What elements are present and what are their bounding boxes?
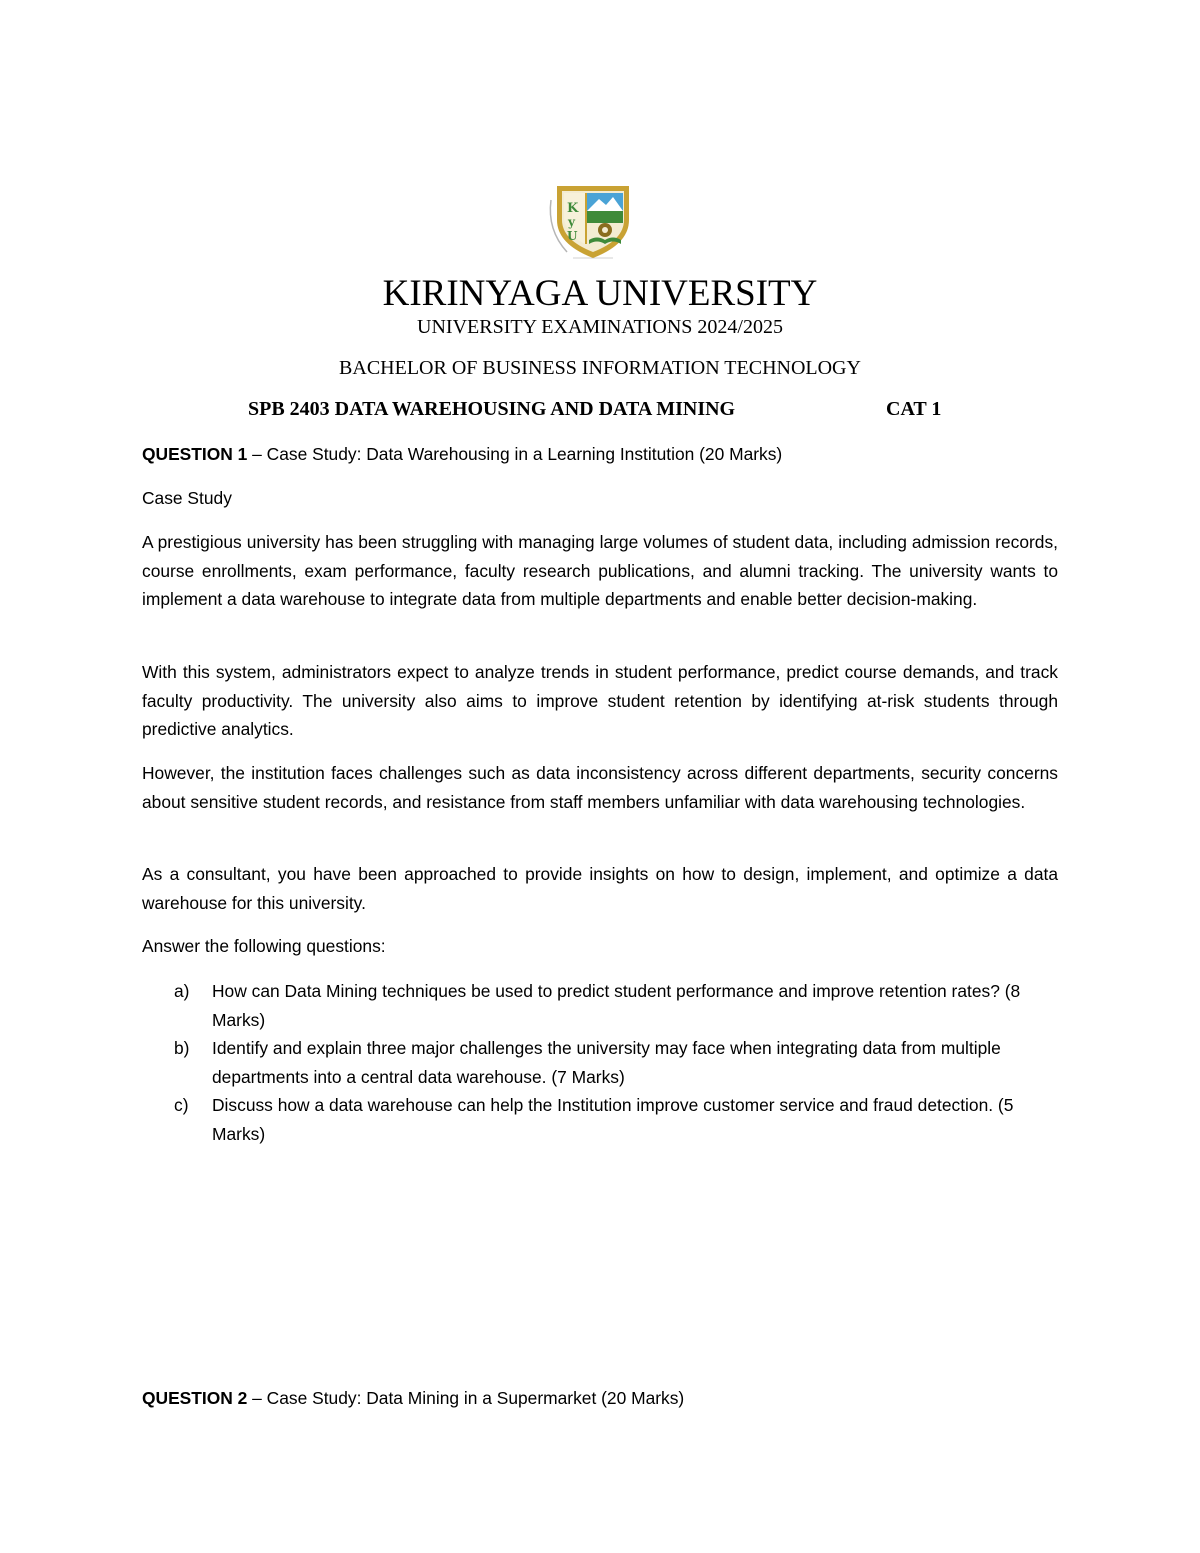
svg-text:K: K <box>567 201 579 216</box>
case-study-paragraph-4: As a consultant, you have been approached to provide insights on how to design, implement, and optimize a data warehouse for this university. <box>142 864 1058 913</box>
question-1-heading <box>142 440 1058 469</box>
list-marker: c) <box>174 1095 189 1115</box>
list-marker: a) <box>174 981 190 1001</box>
list-item <box>174 1091 1064 1148</box>
svg-text:U: U <box>567 229 578 243</box>
exam-title: UNIVERSITY EXAMINATIONS 2024/2025 <box>417 316 783 338</box>
subquestion-b-text: Identify and explain three major challenges the university may face when integrating data from multiple departments into a central data warehouse. (7 Marks) <box>212 1038 1001 1087</box>
question-2-label: QUESTION 2 <box>142 1388 248 1408</box>
list-item <box>174 1034 1064 1091</box>
university-name: KIRINYAGA UNIVERSITY <box>382 273 818 314</box>
subquestion-a-text: How can Data Mining techniques be used to predict student performance and improve retention rates? (8 Marks) <box>212 981 1021 1030</box>
university-crest-logo <box>543 180 643 262</box>
question-2-title: – Case Study: Data Mining in a Supermarket (20 Marks) <box>247 1388 685 1408</box>
question-2-heading <box>142 1384 1058 1413</box>
question-1-title: – Case Study: Data Warehousing in a Learning Institution (20 Marks) <box>247 444 783 464</box>
question-1-subquestions <box>174 977 1064 1148</box>
case-study-paragraph-3: However, the institution faces challenges such as data inconsistency across different departments, security concerns about sensitive student records, and resistance from staff members unfamiliar with data warehousing technologies. <box>142 763 1058 812</box>
subquestion-c-text: Discuss how a data warehouse can help the Institution improve customer service and fraud detection. (5 Marks) <box>212 1095 1014 1144</box>
list-marker: b) <box>174 1038 190 1058</box>
case-study-label: Case Study <box>142 488 232 508</box>
case-study-paragraph-2: With this system, administrators expect to analyze trends in student performance, predict course demands, and track faculty productivity. The university also aims to improve student retention by identifying at-risk students through predictive analytics. <box>142 662 1058 739</box>
question-1-label: QUESTION 1 <box>142 444 248 464</box>
case-study-paragraph-1: A prestigious university has been struggling with managing large volumes of student data, including admission records, course enrollments, exam performance, faculty research publications, and alumni tracking. The university wants to implement a data warehouse to integrate data from multiple departments and enable better decision-making. <box>142 532 1058 609</box>
degree-title: BACHELOR OF BUSINESS INFORMATION TECHNOLOGY <box>339 357 861 379</box>
answer-instruction: Answer the following questions: <box>142 936 386 956</box>
svg-text:y: y <box>568 215 575 229</box>
list-item <box>174 977 1064 1034</box>
assessment-label: CAT 1 <box>886 398 942 420</box>
course-title: SPB 2403 DATA WAREHOUSING AND DATA MINING <box>248 398 736 420</box>
